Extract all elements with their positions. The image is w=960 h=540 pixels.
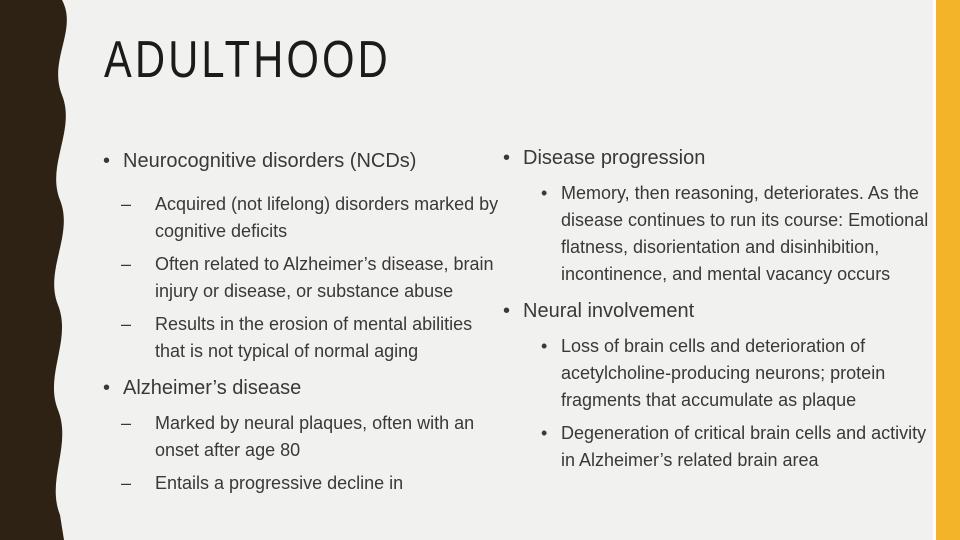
progression-point: Memory, then reasoning, deteriorates. As the disease continues to run its course: Emotional flatness, disorientation and disinhibition, incontinence, and mental vacancy occurs: [561, 183, 929, 284]
bullet-icon: •: [103, 150, 111, 172]
progression-heading-item: [503, 147, 933, 170]
list-item: [503, 333, 933, 414]
ncd-point: Acquired (not lifelong) disorders marked by cognitive deficits: [155, 194, 499, 241]
ncd-point: Results in the erosion of mental abilities that is not typical of normal aging: [155, 314, 473, 361]
neural-heading: Neural involvement: [523, 300, 695, 322]
left-column: [103, 150, 503, 497]
list-item: [103, 191, 503, 245]
progression-heading: Disease progression: [523, 147, 706, 169]
ncd-point: Often related to Alzheimer’s disease, brain injury or disease, or substance abuse: [155, 254, 494, 301]
alz-point: Marked by neural plaques, often with an onset after age 80: [155, 413, 475, 460]
alz-heading-item: [103, 377, 503, 400]
list-item: [103, 251, 503, 305]
dash-icon: –: [121, 194, 132, 214]
list-item: [103, 311, 503, 365]
ncd-heading-item: [103, 150, 503, 173]
list-item: [503, 180, 933, 288]
dash-icon: –: [121, 473, 132, 493]
alz-point: Entails a progressive decline in: [155, 473, 404, 493]
neural-heading-item: [503, 300, 933, 323]
list-item: [103, 410, 503, 464]
dash-icon: –: [121, 254, 132, 274]
ncd-heading: Neurocognitive disorders (NCDs): [123, 150, 417, 172]
bullet-icon: •: [103, 377, 111, 399]
bullet-icon: •: [503, 147, 511, 169]
slide-title: ADULTHOOD: [104, 31, 391, 89]
decorative-wavy-band: [0, 0, 80, 540]
bullet-icon: •: [503, 300, 511, 322]
list-item: [503, 420, 933, 474]
dash-icon: –: [121, 413, 132, 433]
list-item: [103, 470, 503, 497]
alz-heading: Alzheimer’s disease: [123, 377, 302, 399]
accent-bar: [936, 0, 960, 540]
neural-point: Degeneration of critical brain cells and activity in Alzheimer’s related brain area: [561, 423, 927, 470]
right-column: [503, 147, 933, 474]
neural-point: Loss of brain cells and deterioration of acetylcholine-producing neurons; protein fragments that accumulate as plaque: [561, 336, 886, 410]
dash-icon: –: [121, 314, 132, 334]
bullet-icon: •: [541, 336, 548, 356]
bullet-icon: •: [541, 183, 548, 203]
bullet-icon: •: [541, 423, 548, 443]
